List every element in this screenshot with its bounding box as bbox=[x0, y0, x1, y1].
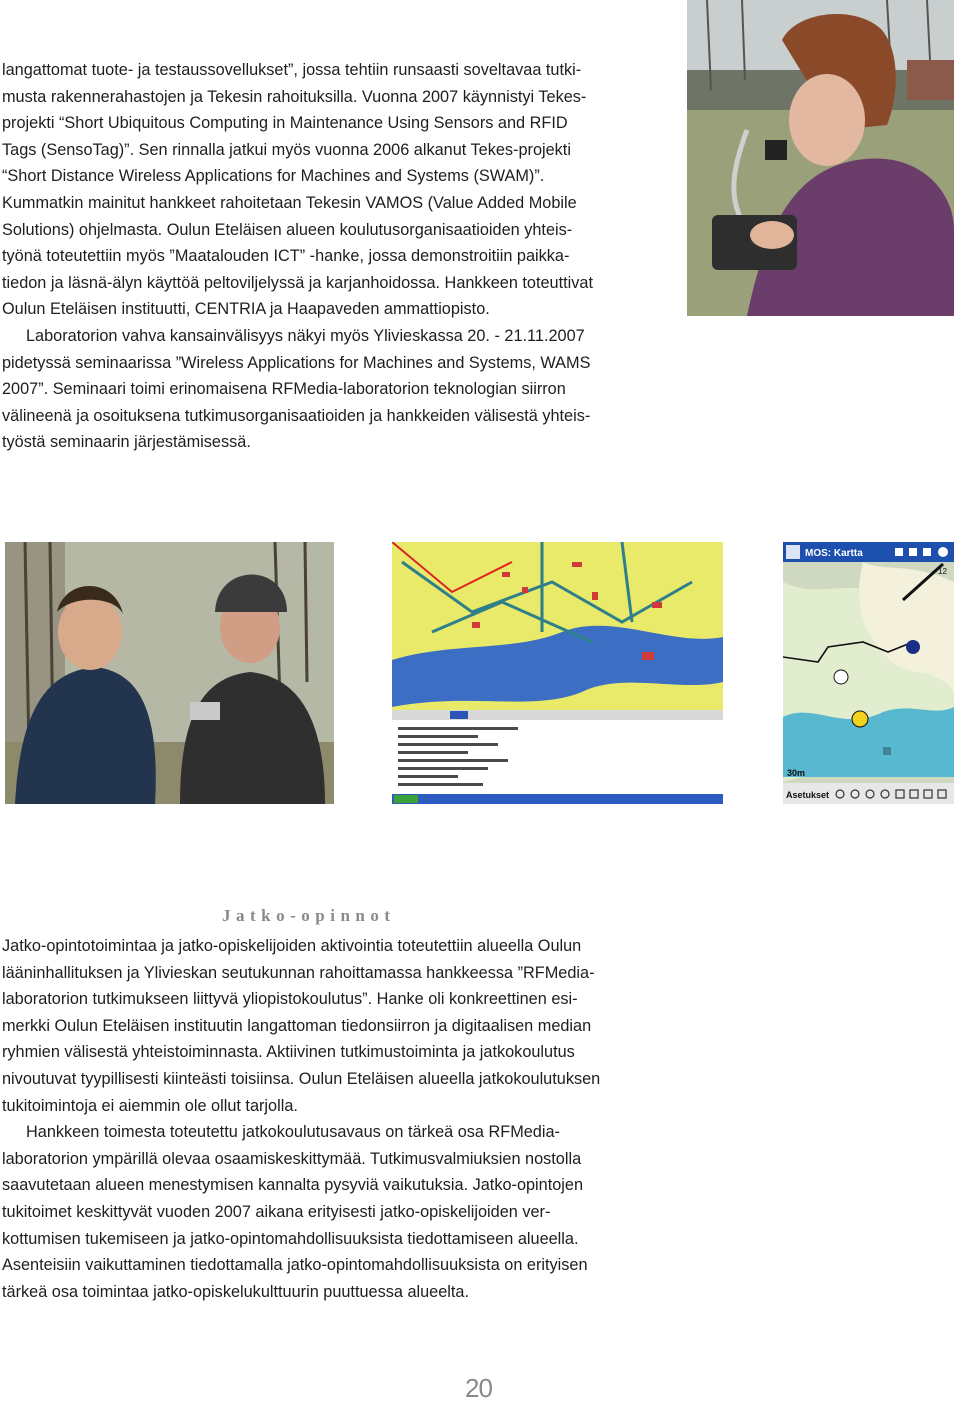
text-line: työnä toteutettiin myös ”Maatalouden ICT” -hanke, jossa demonstroitiin paikka- bbox=[2, 247, 570, 266]
text-line: Solutions) ohjelmasta. Oulun Eteläisen alueen koulutusorganisaatioiden yhteis- bbox=[2, 220, 573, 239]
text-line: projekti “Short Ubiquitous Computing in Maintenance Using Sensors and RFID bbox=[2, 114, 568, 133]
text-line: tukitoimet keskittyvät vuoden 2007 aikana erityisesti jatko-opiskelijoiden ver- bbox=[2, 1202, 551, 1221]
mobile-app-title: MOS: Kartta bbox=[805, 548, 863, 559]
page-number: 20 bbox=[465, 1373, 492, 1403]
text-line: ryhmien välisestä yhteistoiminnasta. Aktiivinen tutkimustoiminta ja jatkokoulutus bbox=[2, 1043, 575, 1062]
photo-woman-with-handheld-reader bbox=[687, 0, 954, 316]
text-line: laboratorion tutkimukseen liittyvä yliopistokoulutus”. Hanke oli konkreettinen esi- bbox=[2, 990, 578, 1009]
text-line: “Short Distance Wireless Applications for Machines and Systems (SWAM)”. bbox=[2, 167, 545, 186]
screenshot-mobile-map-application bbox=[783, 542, 954, 804]
intro-paragraph-1 bbox=[2, 57, 616, 456]
text-line: saavutetaan alueen menestymisen kannalta pysyviä vaikutuksia. Jatko-opintojen bbox=[2, 1176, 584, 1195]
text-line: Hankkeen toimesta toteutettu jatkokoulutusavaus on tärkeä osa RFMedia- bbox=[26, 1123, 560, 1142]
text-line: tukitoimintoja ei aiemmin ole ollut tarjolla. bbox=[2, 1096, 298, 1115]
map-scale-label: 30m bbox=[787, 768, 806, 778]
text-line: pidetyssä seminaarissa ”Wireless Applications for Machines and Systems, WAMS bbox=[2, 353, 591, 372]
photo-students-with-mobile-devices bbox=[5, 542, 334, 804]
text-line: musta rakennerahastojen ja Tekesin rahoituksilla. Vuonna 2007 käynnistyi Tekes- bbox=[2, 87, 587, 106]
section-heading: Jatko-opinnot bbox=[222, 906, 396, 925]
settings-menu-label: Asetukset bbox=[786, 790, 830, 800]
text-line: laboratorion ympärillä olevaa osaamiskeskittymää. Tutkimusvalmiuksien nostolla bbox=[2, 1149, 582, 1168]
text-line: merkki Oulun Eteläisen instituutin langattoman tiedonsiirron ja digitaalisen median bbox=[2, 1016, 592, 1035]
text-line: tiedon ja läsnä-älyn käyttöä peltoviljelyssä ja karjanhoidossa. Hankkeen toteuttivat bbox=[2, 273, 593, 292]
screenshot-desktop-map-application bbox=[392, 542, 723, 804]
text-line: Jatko-opintotoimintaa ja jatko-opiskelijoiden aktivointia toteutettiin alueella Oulun bbox=[2, 937, 582, 955]
text-line: kottumisen tukemiseen ja jatko-opintomahdollisuuksista tiedottamiseen alueella. bbox=[2, 1229, 579, 1248]
text-line: Oulun Eteläisen instituutti, CENTRIA ja Haapaveden ammattiopisto. bbox=[2, 300, 490, 319]
text-line: langattomat tuote- ja testaussovellukset”, jossa tehtiin runsaasti soveltavaa tutki- bbox=[2, 61, 582, 79]
text-line: nivoutuvat tyypillisesti kiinteästi toisiinsa. Oulun Eteläisen alueella jatkokoulutuksen bbox=[2, 1069, 601, 1088]
text-line: Tags (SensoTag)”. Sen rinnalla jatkui myös vuonna 2006 alkanut Tekes-projekti bbox=[2, 140, 571, 159]
text-line: 2007”. Seminaari toimi erinomaisena RFMedia-laboratorion teknologian siirron bbox=[2, 380, 566, 399]
text-line: työstä seminaarin järjestämisessä. bbox=[2, 433, 251, 452]
zoom-indicator: 12 bbox=[938, 567, 947, 576]
text-line: tärkeä osa toimintaa jatko-opiskelukulttuurin puuttuessa alueelta. bbox=[2, 1282, 470, 1301]
section-paragraphs bbox=[2, 933, 616, 1305]
text-line: Laboratorion vahva kansainvälisyys näkyi myös Ylivieskassa 20. - 21.11.2007 bbox=[26, 326, 585, 345]
text-line: Asenteisiin vaikuttaminen tiedottamalla jatko-opintomahdollisuuksista on erityisen bbox=[2, 1256, 588, 1275]
text-line: välineenä ja osoituksena tutkimusorganisaatioiden ja hankkeiden välisestä yhteis- bbox=[2, 406, 591, 425]
text-line: Kummatkin mainitut hankkeet rahoitetaan Tekesin VAMOS (Value Added Mobile bbox=[2, 193, 577, 212]
text-line: lääninhallituksen ja Ylivieskan seutukunnan rahoittamassa hankkeessa ”RFMedia- bbox=[2, 963, 595, 982]
